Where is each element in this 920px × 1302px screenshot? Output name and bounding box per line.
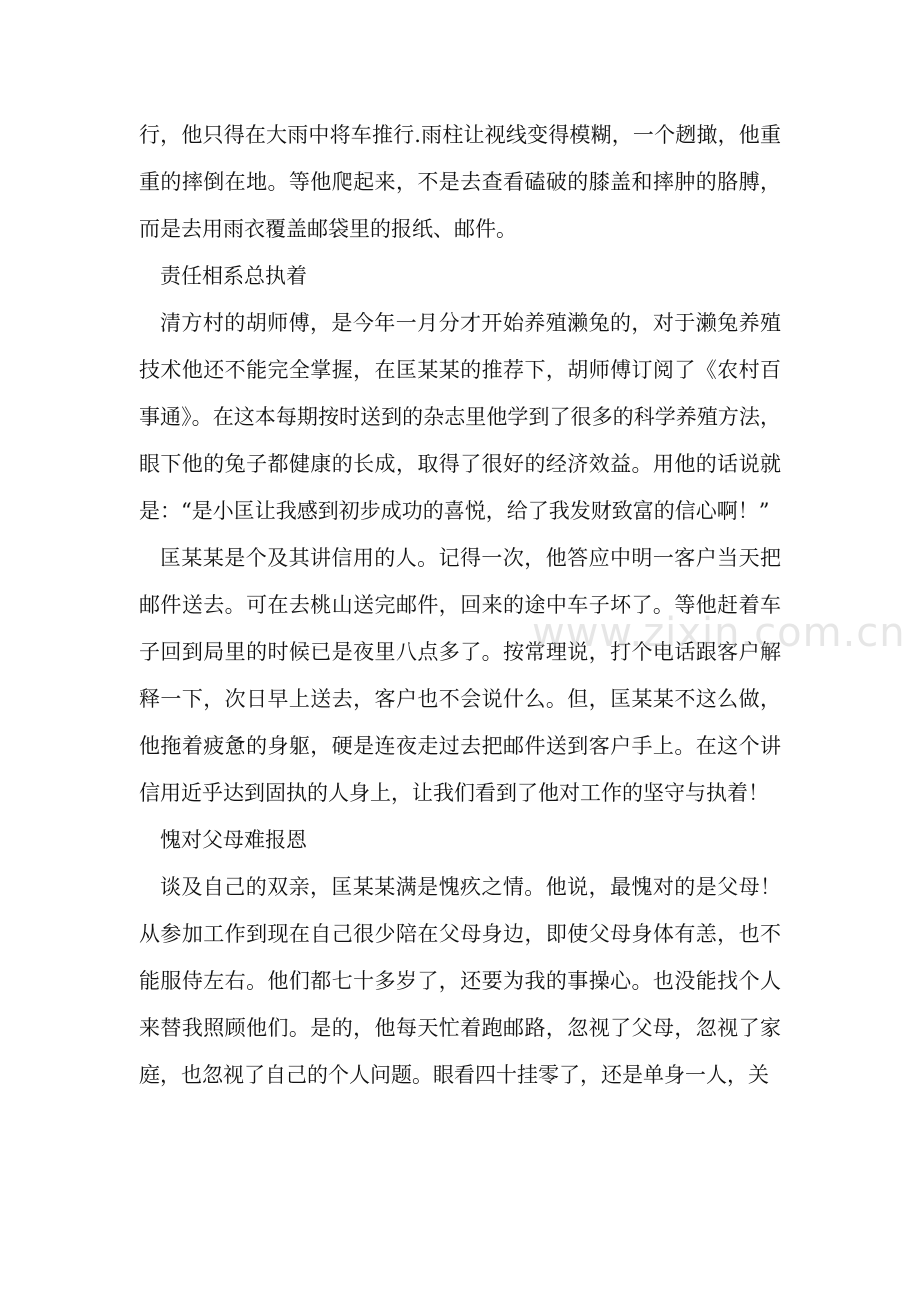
paragraph-credibility: 匡某某是个及其讲信用的人。记得一次，他答应中明一客户当天把邮件送去。可在去桃山送完邮件，回来的途中车子坏了。等他赶着车子回到局里的时候已是夜里八点多了。按常理说，打个电话跟客户解释一下，次日早上送去，客户也不会说什么。但，匡某某不这么做，他拖着疲惫的身躯，硬是连夜走过去把邮件送到客户手上。在这个讲信用近乎达到固执的人身上，让我们看到了他对工作的坚守与执着！: [139, 546, 781, 805]
watermark: www.zixin.com.cn: [532, 610, 906, 656]
section-heading-parents: 愧对父母难报恩: [160, 828, 307, 852]
document-body: [139, 112, 781, 1099]
section-heading-responsibility: 责任相系总执着: [160, 264, 307, 288]
paragraph-parents: 谈及自己的双亲，匡某某满是愧疚之情。他说，最愧对的是父母！从参加工作到现在自己很少陪在父母身边，即使父母身体有恙，也不能服侍左右。他们都七十多岁了，还要为我的事操心。也没能找个人来替我照顾他们。是的，他每天忙着跑邮路，忽视了父母，忽视了家庭，也忽视了自己的个人问题。眼看四十挂零了，还是单身一人，关: [139, 875, 781, 1087]
paragraph-rain: 行，他只得在大雨中将车推行.雨柱让视线变得模糊，一个趔撖，他重重的摔倒在地。等他爬起来，不是去查看磕破的膝盖和摔肿的胳膊，而是去用雨衣覆盖邮袋里的报纸、邮件。: [139, 123, 781, 241]
paragraph-hu-shifu: 清方村的胡师傅，是今年一月分才开始养殖濑兔的，对于濑兔养殖技术他还不能完全掌握，在匡某某的推荐下，胡师傅订阅了《农村百事通》。在这本每期按时送到的杂志里他学到了很多的科学养殖方法，眼下他的兔子都健康的长成，取得了很好的经济效益。用他的话说就是：“是小匡让我感到初步成功的喜悦，给了我发财致富的信心啊！”: [139, 311, 781, 523]
